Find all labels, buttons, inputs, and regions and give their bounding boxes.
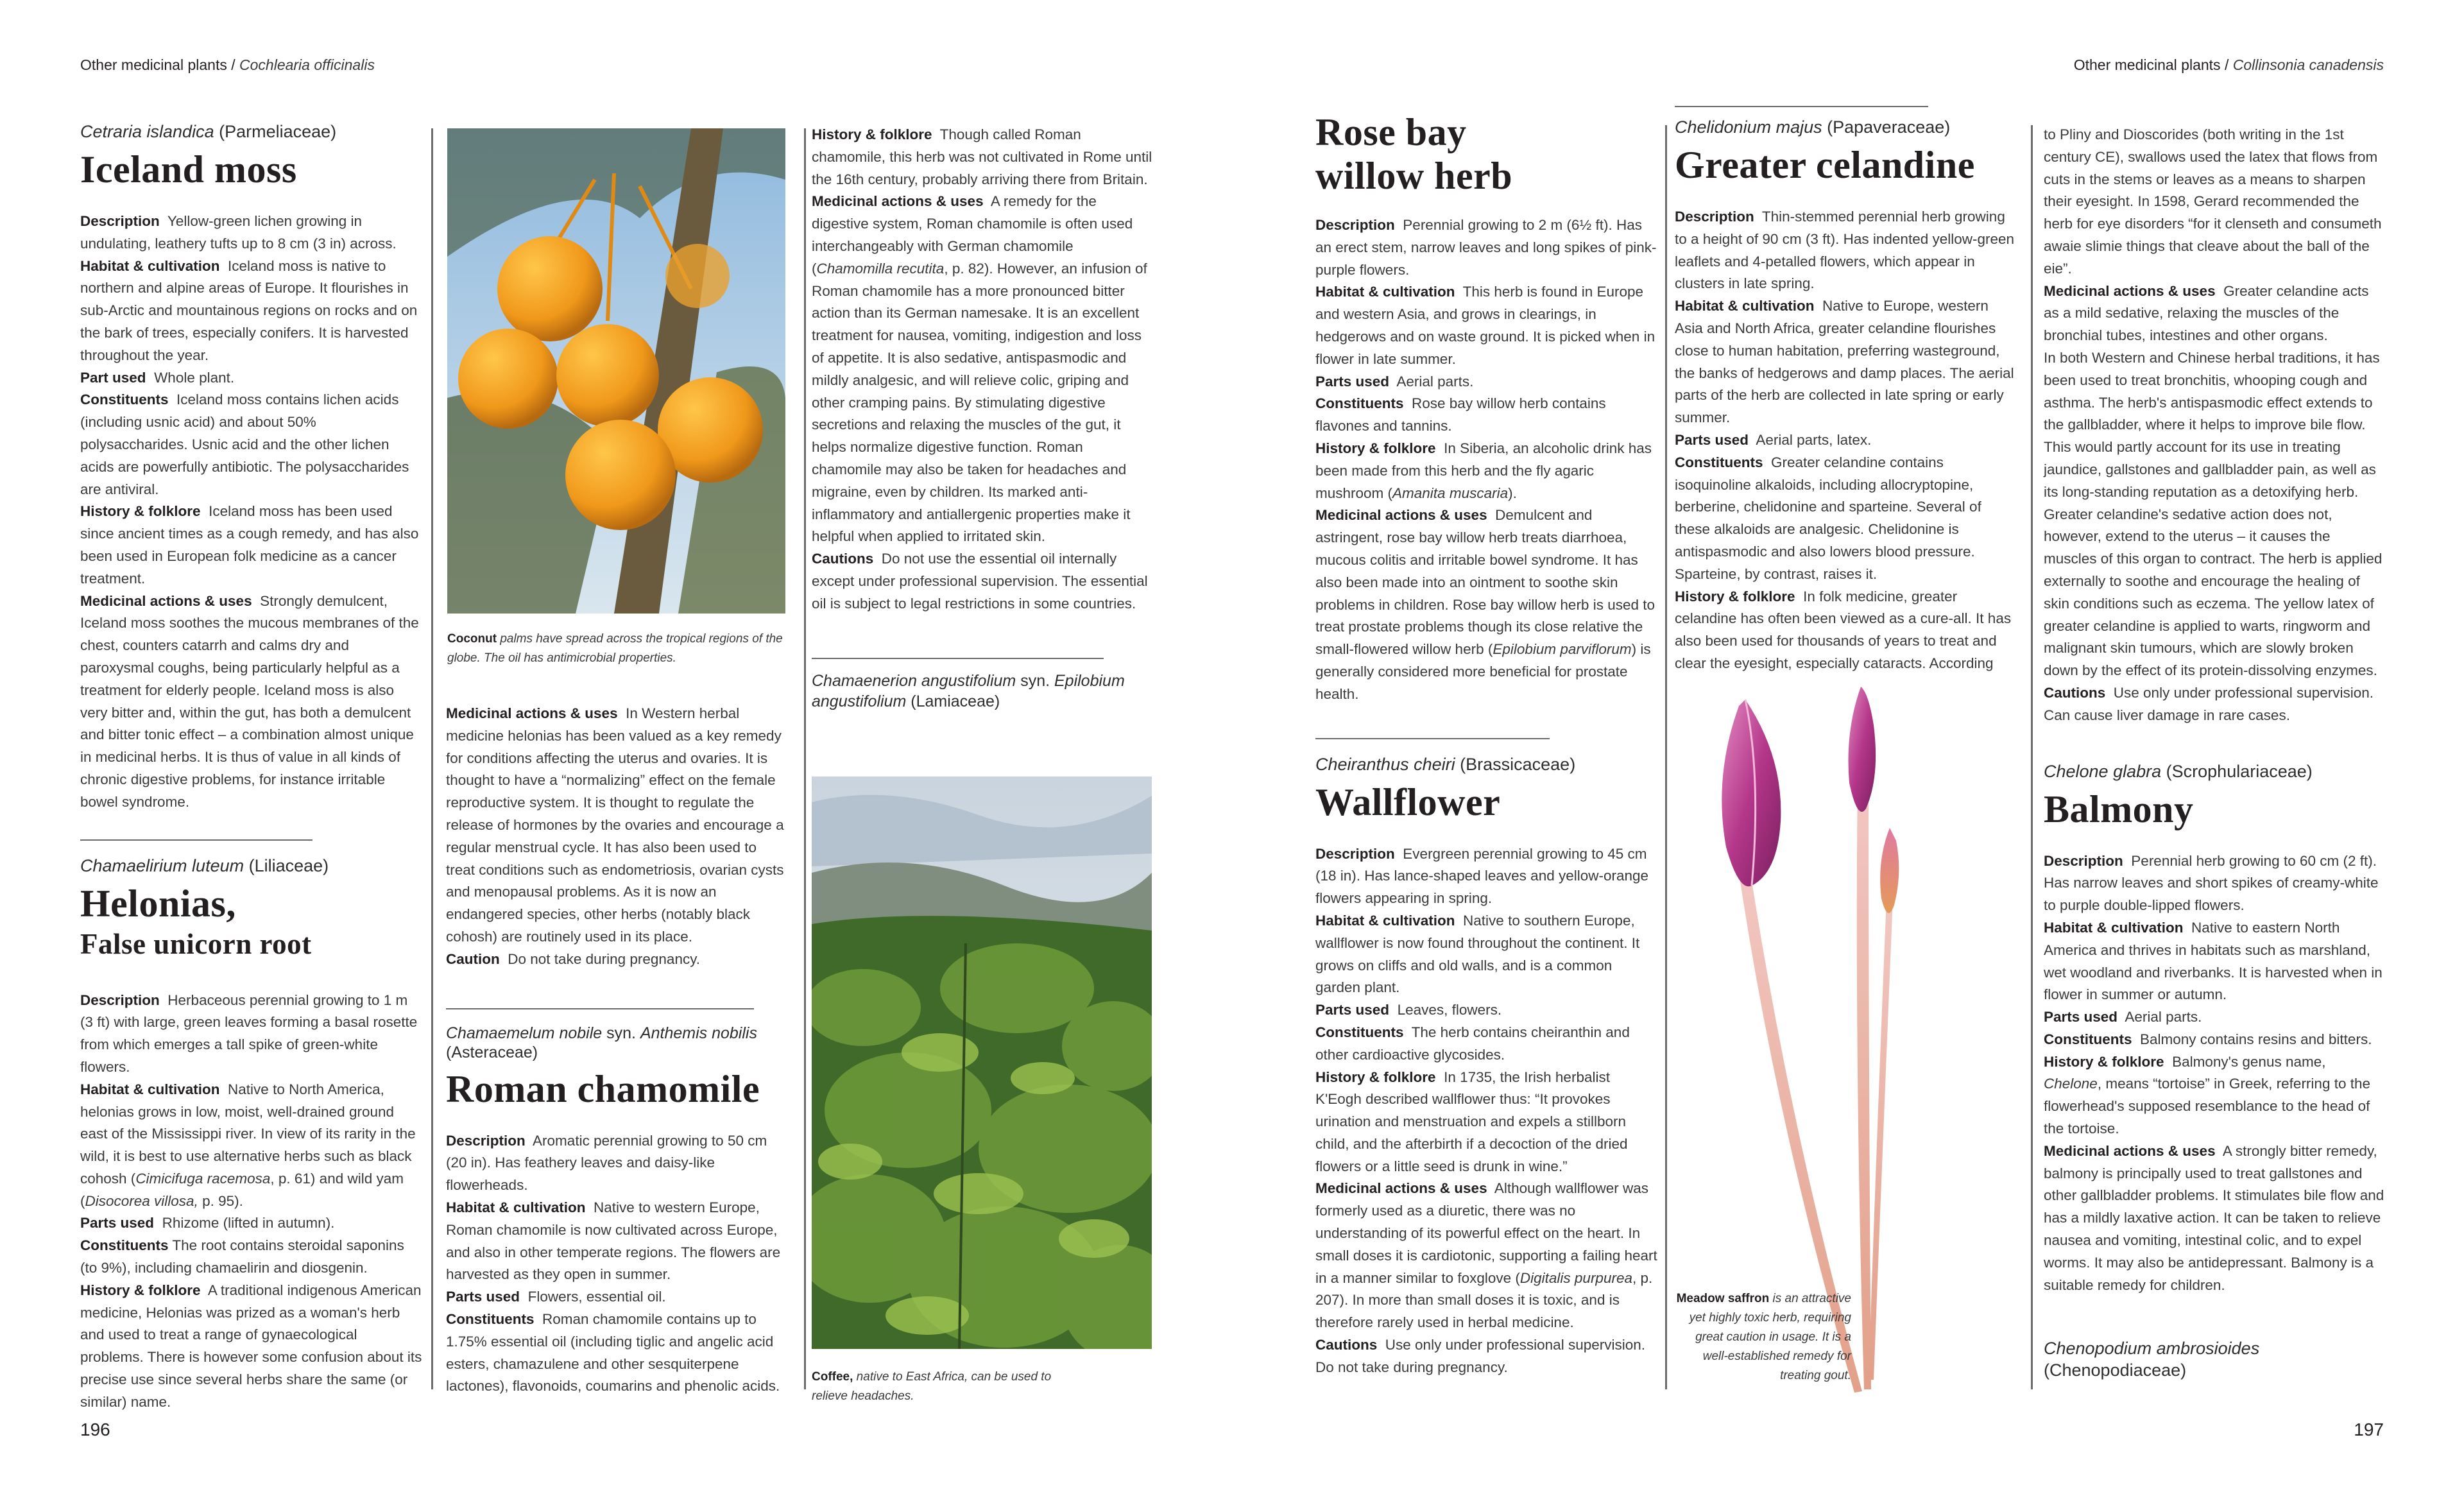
- entry-title: Balmony: [2044, 787, 2194, 830]
- constituents: Constituents The herb contains cheiranthin and other cardioactive glycosides.: [1315, 1024, 1630, 1063]
- parts-used: Parts used Aerial parts, latex.: [1675, 431, 1872, 448]
- constituents: Constituents Greater celandine contains isoquinoline alkaloids, including allocryptopine, berberine, chelidonine and sparteine. Several of these alkaloids are analgesic. Chelidonine is antispasmodic and also lowers blood pressure. Sparteine, by contrast, raises it.: [1675, 454, 1981, 582]
- medicinal-uses: Medicinal actions & uses Demulcent and astringent, rose bay willow herb treats diarrhoea, mucous colitis and irritable bowel syndrome. It has also been made into an ointment to soothe skin problems in children. Rose bay willow herb is used to treat prostate problems though its close relative the small-flowered willow herb (Epilobium parviflorum) is generally considered more beneficial for prostate health.: [1315, 507, 1656, 702]
- running-head-right: [2074, 55, 2384, 74]
- running-head-separator: /: [2220, 56, 2233, 73]
- running-head-plant: Cochlearia officinalis: [239, 56, 375, 73]
- entry-title: Iceland moss: [80, 148, 297, 191]
- constituents: Constituents The root contains steroidal saponins (to 9%), including chamaelirin and diosgenin.: [80, 1237, 404, 1276]
- parts-used: Parts used Rhizome (lifted in autumn).: [80, 1215, 335, 1232]
- history: History & folklore In folk medicine, greater celandine has often been viewed as a cure-all. It has also been used for thousands of years to treat and clear the eyesight, especially cataracts. According: [1675, 588, 2012, 671]
- description: Description Aromatic perennial growing to 50 cm (20 in). Has feathery leaves and daisy-like flowerheads.: [446, 1132, 767, 1194]
- entry-title: Helonias, False unicorn root: [80, 882, 424, 963]
- column-3: [812, 124, 1155, 712]
- habitat: Habitat & cultivation Native to eastern North America and thrives in habitats such as marshland, wet woodland and riverbanks. It is harvested when in flower in summer or autumn.: [2044, 919, 2383, 1003]
- entry-title-rose-bay: Rose bay willow herb: [1315, 111, 1513, 197]
- entry-wallflower: [1315, 738, 1659, 1379]
- column-2: [446, 703, 789, 1398]
- botanical-name: Chelidonium majus (Papaveraceae): [1675, 117, 1951, 137]
- coconut-caption: Coconut palms have spread across the tropical regions of the globe. The oil has antimicrobial properties.: [447, 632, 783, 665]
- constituents: Constituents Roman chamomile contains up to 1.75% essential oil (including tiglic and angelic acid esters, chamazulene and other sesquiterpene lactones), flavonoids, coumarins and phenolic acids.: [446, 1310, 780, 1395]
- habitat: Habitat & cultivation Native to southern Europe, wallflower is now found throughout the continent. It grows on cliffs and old walls, and is a common garden plant.: [1315, 912, 1640, 996]
- history: History & folklore In 1735, the Irish herbalist K'Eogh described wallflower thus: “It provokes urination and menstruation and expels a stillborn child, and the afterbirth if a decoction of the dried flowers or a little seed is drunk in wine.”: [1315, 1069, 1628, 1174]
- parts-used: Parts used Flowers, essential oil.: [446, 1289, 666, 1305]
- page-number-right: 197: [2354, 1420, 2384, 1439]
- column-divider: [804, 128, 806, 1389]
- entry-title: Roman chamomile: [446, 1067, 760, 1110]
- helonias-caution: Caution Do not take during pregnancy.: [446, 950, 701, 967]
- rose-bay-botanical-name: Chamaenerion angustifolium syn. Epilobium angustifolium (Lamiaceae): [812, 671, 1125, 710]
- description: Description Herbaceous perennial growing to 1 m (3 ft) with large, green leaves forming a basal rosette from which emerges a tall spike of green-white flowers.: [80, 991, 418, 1075]
- helonias-medicinal-uses: Medicinal actions & uses In Western herbal medicine helonias has been valued as a key remedy for conditions affecting the uterus and ovaries. It is thought to have a “normalizing” effect on the female reproductive system. It is thought to regulate the release of hormones by the ovaries and encourage a regular menstrual cycle. It has also been used to treat conditions such as endometriosis, ovarian cysts and menopausal problems. As it is now an endangered species, other herbs (notably black cohosh) are routinely used in its place.: [446, 705, 784, 945]
- coffee-photo: [812, 777, 1152, 1349]
- entry-roman-chamomile: [446, 1008, 789, 1398]
- section-rule: [1315, 738, 1550, 739]
- entry-subtitle: False unicorn root: [80, 927, 312, 960]
- coffee-caption: Coffee, native to East Africa, can be used to relieve headaches.: [812, 1370, 1052, 1403]
- section-rule: [446, 1008, 754, 1009]
- medicinal-uses: Medicinal actions & uses Although wallflower was formerly used as a diuretic, there was no understanding of its powerful effect on the heart. In small doses it is cardiotonic, supporting a failing heart in a manner similar to foxglove (Digitalis purpurea, p. 207). In more than small doses it is toxic, and is therefore rarely used in herbal medicine.: [1315, 1180, 1657, 1331]
- entry-iceland-moss: [80, 121, 424, 814]
- column-5: [1675, 106, 2018, 675]
- parts-used: Parts used Aerial parts.: [1315, 373, 1474, 390]
- history: History & folklore Iceland moss has been used since ancient times as a cough remedy, and has also been used in European folk medicine as a cancer treatment.: [80, 503, 419, 587]
- constituents: Constituents Iceland moss contains lichen acids (including usnic acid) and about 50% polysaccharides. Usnic acid and the other lichen acids are powerfully antibiotic. The polysaccharides are antiviral.: [80, 391, 409, 497]
- section-rule: [80, 839, 312, 841]
- medicinal-uses: Medicinal actions & uses Strongly demulcent, Iceland moss soothes the mucous membranes of the chest, counters catarrh and calms dry and paroxysmal coughs, being particularly helpful as a treatment for elderly people. Iceland moss is also very bitter and, within the gut, has both a demulcent and bitter tonic effect – a combination almost unique in medicinal herbs. It is thus of value in all kinds of chronic digestive problems, for instance irritable bowel syndrome.: [80, 592, 419, 810]
- habitat: Habitat & cultivation Iceland moss is native to northern and alpine areas of Europe. It flourishes in sub-Arctic and mountainous regions on rocks and on the bark of trees, especially conifers. It is harvested throughout the year.: [80, 257, 418, 363]
- greater-celandine-medicinal-uses: Medicinal actions & uses Greater celandine acts as a mild sedative, relaxing the muscles of the bronchial tubes, intestines and other organs.: [2044, 282, 2369, 344]
- habitat: Habitat & cultivation Native to western Europe, Roman chamomile is now cultivated across Europe, and also in other temperate regions. The flowers are harvested as they open in summer.: [446, 1199, 781, 1283]
- description: Description Thin-stemmed perennial herb growing to a height of 90 cm (3 ft). Has indented yellow-green leaflets and 4-petalled flowers, which appear in clusters in late spring.: [1675, 209, 2015, 292]
- botanical-name: Chamaemelum nobile syn. Anthemis nobilis (Asteraceae): [446, 1024, 757, 1061]
- parts-used: Parts used Aerial parts.: [2044, 1009, 2202, 1026]
- habitat: Habitat & cultivation Native to Europe, western Asia and North Africa, greater celandine flourishes close to human habitation, preferring wasteground, the banks of hedgerows and damp places. The aerial parts of the herb are collected in late spring or early summer.: [1675, 298, 2014, 426]
- greater-celandine-history-cont: to Pliny and Dioscorides (both writing in the 1st century CE), swallows used the latex that flows from cuts in the stems or leaves as a means to sharpen their eyesight. In 1598, Gerard recommended the herb for eye disorders “for it clenseth and consumeth awaie slimie things that cleave about the ball of the eie”.: [2044, 126, 2382, 277]
- roman-chamomile-history: History & folklore Though called Roman chamomile, this herb was not cultivated in Rome until the 16th century, probably arriving there from Britain.: [812, 126, 1152, 187]
- description: Description Yellow-green lichen growing in undulating, leathery tufts up to 8 cm (3 in) across.: [80, 213, 397, 252]
- greater-celandine-medicinal-uses-2: In both Western and Chinese herbal traditions, it has been used to treat bronchitis, whooping cough and asthma. The herb's antispasmodic effect extends to the gallbladder, where it helps to improve bile flow. This would partly account for its use in treating jaundice, gallstones and gallbladder pain, as well as its long-standing reputation as a detoxifying herb. Greater celandine's sedative action does not, however, extend to the uterus – it causes the muscles of this organ to contract. The herb is applied externally to soothe and encourage the healing of skin conditions such as eczema. The yellow latex of greater celandine is applied to warts, ringworm and malignant skin tumours, which are slowly broken down by the effect of its protein-dissolving enzymes.: [2044, 349, 2383, 679]
- section-rule: [1675, 106, 1928, 107]
- meadow-saffron-caption: Meadow saffron is an attractive yet highly toxic herb, requiring great caution in usage. It is a well-established remedy for treating gout.: [1676, 1292, 1851, 1382]
- history: History & folklore Balmony's genus name, Chelone, means “tortoise” in Greek, referring to the flowerhead's supposed resemblance to the head of the tortoise.: [2044, 1053, 2370, 1137]
- constituents: Constituents Rose bay willow herb contains flavones and tannins.: [1315, 395, 1606, 434]
- entry-title: Greater celandine: [1675, 144, 1975, 186]
- description: Description Perennial herb growing to 60 cm (2 ft). Has narrow leaves and short spikes of creamy-white to purple double-lipped flowers.: [2044, 852, 2379, 914]
- roman-chamomile-cautions: Cautions Do not use the essential oil internally except under professional supervision. The essential oil is subject to legal restrictions in some countries.: [812, 551, 1148, 612]
- family-name: (Parmeliaceae): [219, 122, 337, 141]
- entry-helonias: [80, 839, 424, 1414]
- habitat: Habitat & cultivation This herb is found in Europe and western Asia, and grows in clearings, in hedgerows and on waste ground. It is picked when in flower in late summer.: [1315, 284, 1656, 367]
- coconut-photo-icon: [447, 128, 785, 614]
- column-divider: [1665, 125, 1667, 1389]
- coconut-photo: [447, 128, 785, 614]
- column-divider: [2031, 125, 2033, 1389]
- parts-used: Part used Whole plant.: [80, 369, 235, 386]
- coffee-plantation-photo-icon: [812, 777, 1152, 1349]
- history: History & folklore In Siberia, an alcoholic drink has been made from this herb and the fly agaric mushroom (Amanita muscaria).: [1315, 440, 1652, 501]
- botanical-name: Cheiranthus cheiri (Brassicaceae): [1315, 754, 1576, 774]
- section-rule: [812, 658, 1104, 659]
- running-head-section: Other medicinal plants: [80, 56, 227, 73]
- history: History & folklore A traditional indigenous American medicine, Helonias was prized as a woman's herb and used to treat a range of gynaecological problems. There is however some confusion about its precise use since several herbs share the same (or similar) name.: [80, 1282, 422, 1410]
- constituents: Constituents Balmony contains resins and bitters.: [2044, 1031, 2372, 1047]
- entry-title: Wallflower: [1315, 780, 1501, 823]
- entry-balmony: [2044, 760, 2387, 1297]
- cautions: Cautions Use only under professional supervision. Do not take during pregnancy.: [1315, 1337, 1646, 1375]
- running-head-section: Other medicinal plants: [2073, 56, 2221, 73]
- medicinal-uses: Medicinal actions & uses A strongly bitter remedy, balmony is principally used to treat gallstones and other gallbladder problems. It stimulates bile flow and has a mildly laxative action. It can be taken to relieve nausea and vomiting, intestinal colic, and to expel worms. It may also be antidepressant. Balmony is a suitable remedy for children.: [2044, 1142, 2384, 1293]
- column-6: [2044, 124, 2387, 1381]
- page-number-left: 196: [80, 1420, 110, 1439]
- greater-celandine-cautions: Cautions Use only under professional supervision. Can cause liver damage in rare cases.: [2044, 684, 2374, 723]
- running-head-plant: Collinsonia canadensis: [2232, 56, 2384, 73]
- habitat: Habitat & cultivation Native to North America, helonias grows in low, moist, well-drained ground east of the Mississippi river. In view of its rarity in the wild, it is best to use alternative herbs such as black cohosh (Cimicifuga racemosa, p. 61) and wild yam (Disocorea villosa, p. 95).: [80, 1081, 416, 1209]
- chenopodium-botanical-name: Chenopodium ambrosioides (Chenopodiaceae): [2044, 1339, 2260, 1380]
- column-4: [1315, 110, 1659, 1379]
- description: Description Evergreen perennial growing to 45 cm (18 in). Has lance-shaped leaves and yellow-orange flowers appearing in spring.: [1315, 845, 1649, 907]
- column-1: [80, 121, 424, 1414]
- parts-used: Parts used Leaves, flowers.: [1315, 1002, 1502, 1018]
- latin-name: Cetraria islandica: [80, 122, 214, 141]
- botanical-name: [80, 121, 424, 142]
- running-head-separator: /: [227, 56, 240, 73]
- running-head-left: [80, 55, 375, 74]
- roman-chamomile-medicinal-uses: Medicinal actions & uses A remedy for the digestive system, Roman chamomile is often used interchangeably with German chamomile (Chamomilla recutita, p. 82). However, an infusion of Roman chamomile has a more pronounced bitter action than its German namesake. It is an excellent treatment for nausea, vomiting, indigestion and loss of appetite. It is also sedative, antispasmodic and mildly analgesic, and will relieve colic, griping and other cramping pains. By stimulating digestive secretions and relaxing the muscles of the gut, it helps normalize digestive function. Roman chamomile may also be taken for headaches and migraine, even by children. Its marked anti-inflammatory and antiallergenic properties make it helpful when applied to irritated skin.: [812, 193, 1147, 545]
- botanical-name: Chelone glabra (Scrophulariaceae): [2044, 761, 2313, 781]
- botanical-name: Chamaelirium luteum (Liliaceae): [80, 855, 329, 875]
- description: Description Perennial growing to 2 m (6½ ft). Has an erect stem, narrow leaves and long spikes of pink-purple flowers.: [1315, 217, 1657, 278]
- right-page: [1232, 0, 2464, 1485]
- column-divider: [431, 128, 433, 1389]
